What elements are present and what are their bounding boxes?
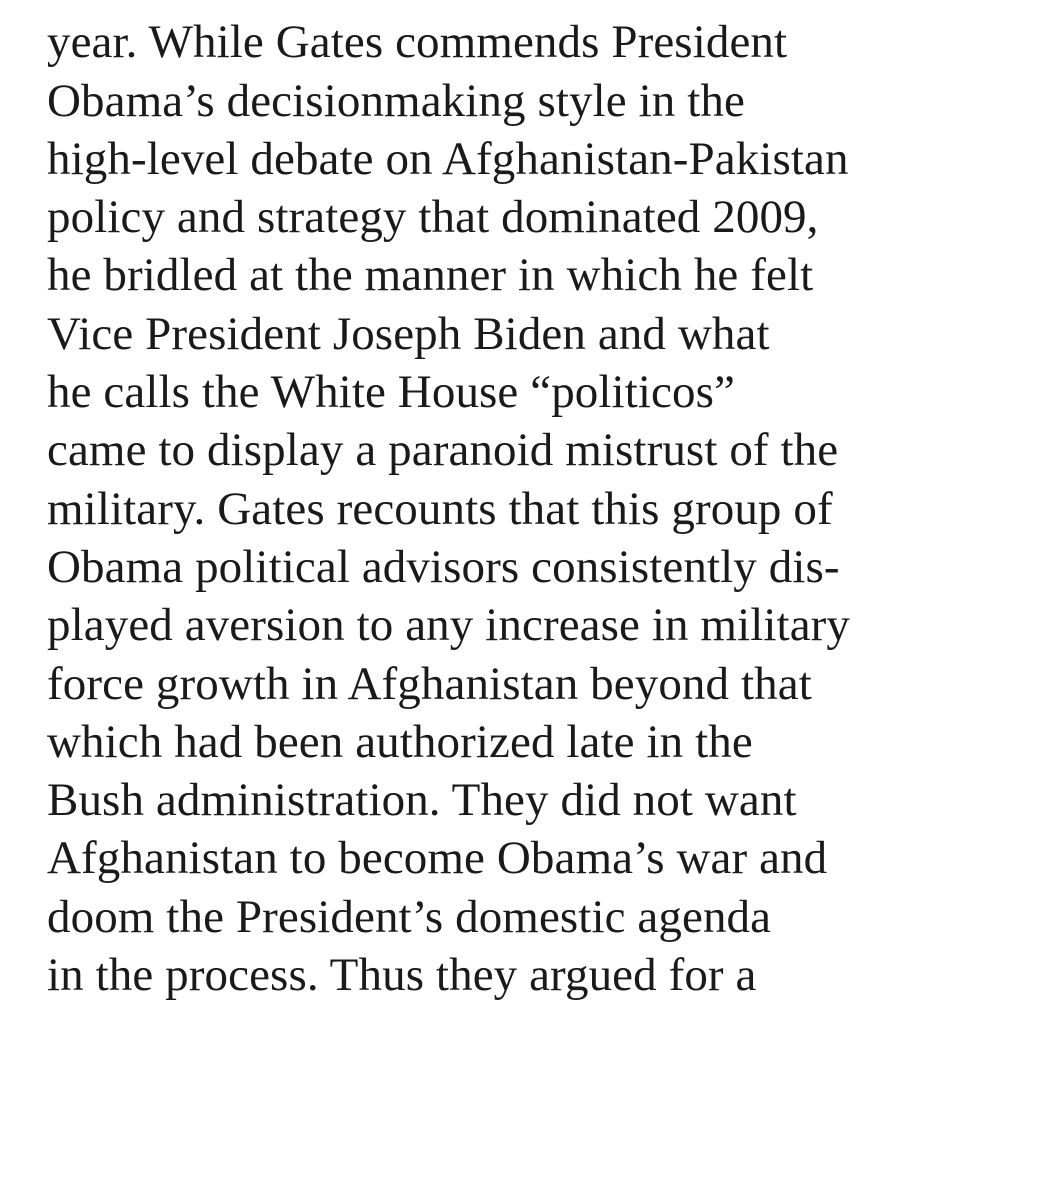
body-text (47, 0, 1047, 1004)
text-line: military. Gates recounts that this group of (47, 482, 833, 535)
text-line: he bridled at the manner in which he felt (47, 249, 814, 302)
text-line: doom the President’s domestic agenda (47, 890, 772, 943)
text-line: in the process. Thus they argued for a (47, 949, 757, 1002)
text-line: which had been authorized late in the (47, 715, 753, 768)
text-line: year. While Gates commends President (47, 16, 788, 69)
text-line: came to display a paranoid mistrust of the (47, 424, 839, 477)
text-line: force growth in Afghanistan beyond that (47, 657, 812, 710)
text-line: high-level debate on Afghanistan-Pakistan (47, 132, 849, 185)
text-line: Afghanistan to become Obama’s war and (47, 832, 828, 885)
text-line: played aversion to any increase in military (47, 599, 851, 652)
text-line: Obama’s decisionmaking style in the (47, 74, 745, 127)
text-line: Bush administration. They did not want (47, 774, 797, 827)
text-line: Obama political advisors consistently dis- (47, 540, 840, 593)
text-line: he calls the White House “politicos” (47, 366, 735, 419)
text-line: Vice President Joseph Biden and what (47, 307, 770, 360)
text-line: policy and strategy that dominated 2009, (47, 191, 819, 244)
